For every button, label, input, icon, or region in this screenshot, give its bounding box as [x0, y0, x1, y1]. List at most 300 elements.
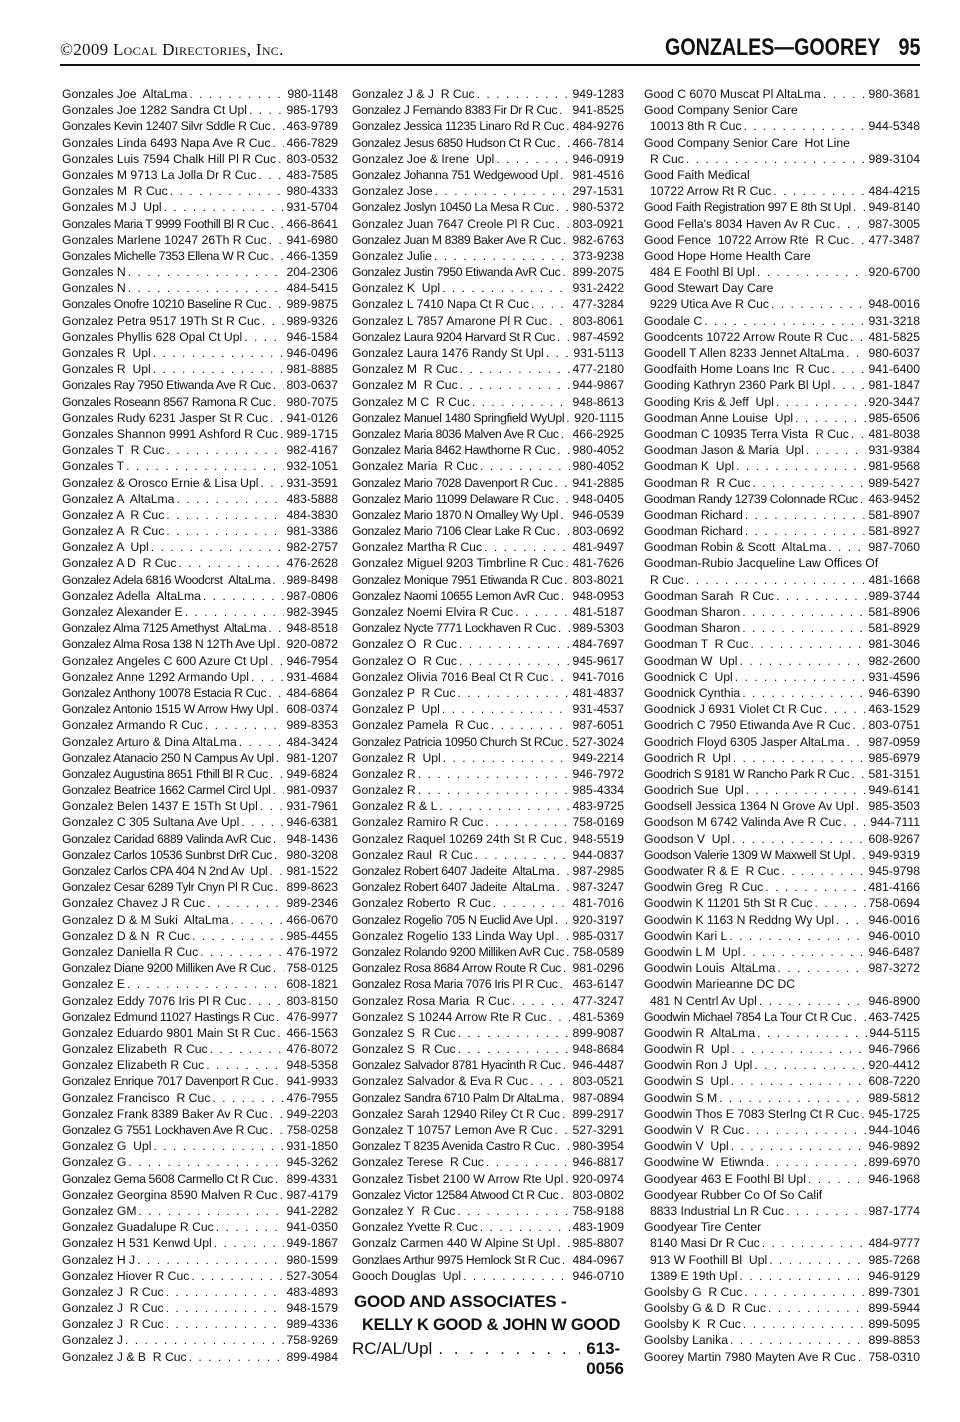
listing-name: Gonzalez Daniella R Cuc	[62, 944, 199, 959]
listing-entry	[352, 653, 624, 669]
listing-name: Gonzalez Beatrice 1662 Carmel Circl Upl	[62, 783, 271, 798]
leader-dots	[457, 1203, 570, 1219]
listing-name: Goodsell Jessica 1364 N Grove Av Upl	[644, 799, 854, 814]
listing-name: Gonzalez T 10757 Lemon Ave R Cuc	[352, 1123, 553, 1137]
listing-phone: 989-5303	[572, 621, 624, 636]
leader-dots	[260, 798, 285, 814]
listing-phone: 608-1821	[286, 977, 338, 992]
listing-name: Goodman C 10935 Terra Vista R Cuc	[644, 426, 849, 441]
listing-name: Gonzalez S 10244 Arrow Rte R Cuc	[352, 1009, 547, 1024]
listing-phone: 982-4167	[286, 443, 338, 458]
listing-entry	[644, 426, 920, 442]
listing-entry	[644, 280, 920, 296]
listing-name: Gonzalez D & N R Cuc	[62, 928, 191, 943]
leader-dots	[823, 86, 867, 102]
listing-name: Gonzalez Augustina 8651 Fthill Bl R Cuc	[62, 766, 268, 781]
listing-phone: 987-2985	[572, 864, 624, 878]
listing-phone: 932-1051	[286, 459, 338, 474]
listing-phone: 484-9276	[572, 119, 624, 134]
leader-dots	[771, 296, 866, 312]
listing-phone: 945-9617	[572, 653, 624, 668]
listing-entry	[352, 620, 624, 636]
leader-dots	[459, 653, 570, 669]
listing-phone: 920-0974	[572, 1171, 624, 1186]
listing-entry	[62, 1284, 338, 1300]
listing-name: Gonzalez M R Cuc	[352, 362, 458, 377]
listing-name: Goodwin Greg R Cuc	[644, 880, 764, 895]
leader-dots	[239, 734, 285, 750]
listing-name: Gonzalez Caridad 6889 Valinda AvR Cuc	[62, 831, 271, 846]
listing-entry	[62, 912, 338, 928]
listing-phone: 466-1359	[286, 248, 338, 263]
leader-dots	[565, 734, 571, 750]
listing-phone: 941-2282	[286, 1203, 338, 1218]
listing-entry	[352, 329, 624, 345]
leader-dots	[745, 507, 867, 523]
listing-phone: 946-7972	[572, 766, 624, 781]
leader-dots	[550, 669, 570, 685]
listing-name: Gonzales Marlene 10247 26Th R Cuc	[62, 232, 267, 247]
listing-entry	[62, 167, 338, 183]
listing-name: Gonzalez Adela 6816 Woodcrst AltaLma	[62, 572, 271, 587]
listing-name: Gonzalz Carmen 440 W Alpine St Upl	[352, 1236, 556, 1251]
leader-dots	[203, 588, 285, 604]
listing-name: Gonzalez Belen 1437 E 15Th St Upl	[62, 799, 258, 814]
listing-name: Gonzalez Monique 7951 Etiwanda R Cuc	[352, 572, 563, 587]
listing-phone: 980-3954	[572, 1139, 624, 1154]
listing-phone: 463-9789	[286, 119, 338, 134]
listing-entry	[352, 798, 624, 814]
listing-name: Gonzales Roseann 8567 Ramona R Cuc	[62, 394, 271, 409]
listing-entry	[62, 1316, 338, 1332]
leader-dots	[730, 1332, 866, 1348]
listing-phone: 920-3197	[572, 912, 624, 927]
listing-phone: 899-4331	[286, 1171, 338, 1186]
listing-phone: 948-5358	[286, 1058, 338, 1073]
listing-name: Gonzalez D & M Suki AltaLma	[62, 912, 229, 927]
listing-name: Gonzalez Raquel 10269 24th St R Cuc	[352, 831, 563, 846]
listing-name: Gonzalez G 7551 Lockhaven Ave R Cuc	[62, 1123, 268, 1137]
listing-entry	[62, 750, 338, 766]
listing-entry	[62, 345, 338, 361]
listing-entry	[644, 1138, 920, 1154]
listing-name: Gonzales T	[62, 459, 125, 474]
leader-dots	[781, 863, 866, 879]
leader-dots	[270, 766, 285, 782]
leader-dots	[731, 1041, 866, 1057]
leader-dots	[861, 1106, 866, 1122]
listing-entry	[62, 539, 338, 555]
leader-dots	[837, 216, 866, 232]
listing-name: Gonzalez Eddy 7076 Iris Pl R Cuc	[62, 993, 247, 1008]
listing-entry	[644, 734, 920, 750]
leader-dots	[561, 1090, 571, 1106]
leader-dots	[558, 620, 571, 636]
listing-phone: 989-3104	[868, 151, 920, 166]
leader-dots	[828, 539, 866, 555]
leader-dots	[262, 313, 285, 329]
leader-dots	[275, 1171, 285, 1187]
listing-entry	[62, 831, 338, 847]
listing-phone: 948-5519	[572, 831, 624, 846]
leader-dots	[249, 102, 285, 118]
listing-entry	[62, 782, 338, 798]
listing-phone: 931-3218	[868, 313, 920, 328]
listing-name: Gonzalez Mario 7028 Davenport R Cuc	[352, 475, 553, 490]
leader-dots	[477, 86, 571, 102]
listing-name: Gonzalez Robert 6407 Jadeite AltaLma	[352, 880, 555, 895]
listing-phone: 463-6147	[572, 977, 624, 992]
listing-name: Gonzalez P Upl	[352, 702, 440, 717]
listing-phone: 481-4166	[868, 880, 920, 895]
listing-name: Goodman Richard	[644, 507, 743, 522]
listing-phone: 483-7585	[286, 167, 338, 182]
listing-entry	[644, 669, 920, 685]
listing-phone: 981-3046	[868, 637, 920, 652]
leader-dots	[742, 604, 866, 620]
listing-entry	[62, 394, 338, 410]
listing-entry	[352, 1009, 624, 1025]
leader-dots	[759, 993, 867, 1009]
listing-phone: 481-8038	[868, 426, 920, 441]
listing-phone: 946-7966	[868, 1042, 920, 1057]
listing-name: Gonzalez Manuel 1480 Springfield WyUpl	[352, 410, 565, 425]
listing-phone: 484-9777	[868, 1236, 920, 1251]
listing-phone: 949-6824	[286, 766, 338, 781]
listing-entry	[644, 475, 920, 491]
leader-dots	[166, 1284, 285, 1300]
listing-entry	[352, 394, 624, 410]
listing-entry	[62, 410, 338, 426]
leader-dots	[270, 1106, 285, 1122]
leader-dots	[565, 1171, 570, 1187]
listing-phone: 946-0919	[572, 151, 624, 166]
listing-entry	[62, 1106, 338, 1122]
listing-name: Goodnick C Upl	[644, 669, 733, 684]
listing-name: Gonzalez Justin 7950 Etiwanda AvR Cuc	[352, 265, 561, 280]
listing-name: Gonzalez J R Cuc	[62, 1301, 164, 1316]
listing-name: Goodell T Allen 8233 Jennet AltaLma	[644, 346, 845, 360]
leader-dots	[752, 475, 866, 491]
listing-entry	[644, 1090, 920, 1106]
listing-phone: 987-4592	[572, 329, 624, 344]
listing-entry	[352, 86, 624, 102]
listing-entry	[352, 313, 624, 329]
listing-name: Gonzales N	[62, 265, 126, 280]
leader-dots	[743, 118, 866, 134]
name-range: GONZALES—GOOREY	[664, 34, 881, 61]
listing-name: Gonzalez Martha R Cuc	[352, 540, 483, 555]
leader-dots	[272, 135, 284, 151]
listing-entry	[352, 912, 624, 928]
listing-entry	[62, 232, 338, 248]
listing-name: Gonzalez Elizabeth R Cuc	[62, 1042, 208, 1057]
listing-phone: 803-0692	[572, 524, 624, 539]
listing-entry	[644, 1316, 920, 1332]
listing-entry	[62, 863, 338, 879]
listing-name: R Cuc	[650, 151, 684, 166]
listing-entry	[644, 102, 920, 118]
listing-entry	[62, 151, 338, 167]
listing-phone: 484-0967	[572, 1252, 624, 1267]
listing-phone: 466-8641	[286, 216, 338, 231]
leader-dots	[515, 604, 570, 620]
listing-entry	[352, 1041, 624, 1057]
listing-entry	[62, 1041, 338, 1057]
leader-dots	[214, 1235, 285, 1251]
listing-phone: 985-6506	[868, 410, 920, 425]
listing-name: Gonzalez Carlos CPA 404 N 2nd Av Upl	[62, 864, 268, 878]
listing-name: Gonzalez Noemi Elvira R Cuc	[352, 605, 514, 619]
listing-phone: 931-4684	[286, 669, 338, 684]
listing-name: Gonzalez Victor 12584 Atwood Ct R Cuc	[352, 1187, 559, 1202]
listing-phone: 931-2422	[572, 281, 624, 296]
leader-dots	[852, 847, 866, 863]
listing-entry	[644, 701, 920, 717]
listing-entry	[352, 410, 624, 426]
listing-phone: 989-3744	[868, 588, 920, 603]
listing-phone: 481-1668	[868, 572, 920, 587]
ad-phone: 613-0056	[586, 1339, 625, 1378]
listing-name: Gonzalez O R Cuc	[352, 637, 457, 652]
listing-sub-entry	[644, 151, 920, 167]
listing-name: Goodwin V Upl	[644, 1139, 729, 1154]
listing-entry	[352, 1187, 624, 1203]
listing-entry	[644, 847, 920, 863]
listing-entry	[62, 442, 338, 458]
listing-entry	[352, 1268, 624, 1284]
listing-phone: 989-9875	[286, 297, 338, 312]
listing-name: Gonzalez A D R Cuc	[62, 556, 177, 571]
ad-location: RC/AL/Upl	[352, 1339, 433, 1358]
listing-name: Gonzalez Sandra 6710 Palm Dr AltaLma	[352, 1090, 559, 1105]
leader-dots	[773, 183, 866, 199]
listing-phone: 981-0937	[286, 783, 338, 798]
listing-entry	[62, 895, 338, 911]
leader-dots	[546, 345, 572, 361]
listing-phone: 483-9725	[572, 799, 624, 814]
listing-name: Goodman T R Cuc	[644, 637, 749, 652]
leader-dots	[442, 280, 570, 296]
leader-dots	[484, 539, 570, 555]
listing-phone: 946-9892	[868, 1139, 920, 1154]
listing-phone: 581-3151	[868, 766, 920, 781]
listing-phone: 987-0894	[572, 1090, 624, 1105]
leader-dots	[278, 151, 284, 167]
listing-phone: 944-5115	[869, 1025, 920, 1040]
leader-dots	[459, 636, 570, 652]
leader-dots	[443, 750, 571, 766]
listing-name: Gonzalez J R Cuc	[62, 1284, 164, 1299]
listing-name: Goodwin Marieanne DC DC	[644, 977, 796, 992]
listing-entry	[62, 555, 338, 571]
listing-entry	[62, 1235, 338, 1251]
listing-entry	[352, 1203, 624, 1219]
listing-entry	[62, 475, 338, 491]
listing-name: Gonzalez Miguel 9203 Timbrline R Cuc	[352, 556, 564, 571]
listing-name: Goodnick J 6931 Violet Ct R Cuc	[644, 702, 822, 717]
listing-entry	[352, 928, 624, 944]
listing-phone: 980-7075	[286, 394, 338, 409]
listing-entry	[352, 1090, 624, 1106]
listing-column-2	[352, 86, 624, 1284]
listing-entry	[644, 232, 920, 248]
leader-dots	[200, 944, 284, 960]
listing-name: Gonzalez Jessica 11235 Linaro Rd R Cuc	[352, 119, 565, 134]
leader-dots	[742, 944, 866, 960]
listing-phone: 985-0317	[572, 928, 624, 943]
leader-dots	[486, 1154, 571, 1170]
listing-name: 8833 Industrial Ln R Cuc	[650, 1203, 785, 1218]
listing-entry	[352, 491, 624, 507]
listing-name: Gonzalez Alma Rosa 138 N 12Th Ave Upl	[62, 637, 276, 652]
listing-phone: 803-0637	[286, 378, 338, 393]
listing-entry	[62, 879, 338, 895]
listing-phone: 949-9319	[868, 847, 920, 862]
listing-phone: 931-7961	[286, 799, 338, 814]
leader-dots	[853, 199, 867, 215]
listing-name: Good C 6070 Muscat Pl AltaLma	[644, 87, 821, 101]
listing-entry	[644, 863, 920, 879]
leader-dots	[439, 798, 570, 814]
listing-sub-entry	[644, 993, 920, 1009]
listing-phone: 946-7954	[286, 653, 338, 668]
leader-dots	[686, 572, 867, 588]
leader-dots	[166, 1300, 285, 1316]
listing-name: Gonzalez Maria 8462 Hawthorne R Cuc	[352, 443, 556, 458]
listing-column-1	[62, 86, 338, 1365]
listing-entry	[644, 717, 920, 733]
listing-entry	[352, 345, 624, 361]
listing-name: Goodwin S Upl	[644, 1074, 729, 1089]
listing-name: Good Hope Home Health Care	[644, 248, 811, 263]
listing-name: Gonzales M 9713 La Jolla Dr R Cuc	[62, 167, 257, 182]
listing-entry	[644, 588, 920, 604]
listing-entry	[352, 847, 624, 863]
listing-phone: 941-8525	[572, 103, 624, 118]
listing-entry	[62, 976, 338, 992]
listing-entry	[352, 458, 624, 474]
listing-phone: 931-4596	[868, 669, 920, 684]
listing-phone: 949-1867	[286, 1236, 338, 1251]
leader-dots	[272, 118, 284, 134]
listing-entry	[352, 264, 624, 280]
leader-dots	[566, 118, 570, 134]
listing-entry	[352, 685, 624, 701]
leader-dots	[268, 685, 284, 701]
listing-name: Gonzalez Mario 1870 N Omalley Wy Upl	[352, 507, 559, 522]
listing-entry	[644, 86, 920, 102]
leader-dots	[563, 232, 571, 248]
listing-phone: 920-1115	[574, 410, 624, 425]
listing-name: Gonzalez J & J R Cuc	[352, 87, 475, 101]
listing-column-3	[644, 86, 920, 1365]
leader-dots	[847, 734, 867, 750]
listing-entry	[352, 167, 624, 183]
listing-name: Gonzalez R	[352, 783, 416, 798]
listing-name: Gonzalez & Orosco Ernie & Lisa Upl	[62, 475, 259, 490]
leader-dots	[704, 313, 866, 329]
listing-name: Good Company Senior Care Hot Line	[644, 135, 850, 150]
listing-name: Gonzalez Joe & Irene Upl	[352, 151, 495, 166]
listing-entry	[62, 572, 338, 588]
leader-dots	[269, 232, 285, 248]
listing-entry	[644, 750, 920, 766]
leader-dots	[743, 1316, 867, 1332]
listing-entry	[352, 1219, 624, 1235]
listing-name: Good Company Senior Care	[644, 103, 798, 118]
listing-name: Goodrich R Upl	[644, 750, 731, 765]
listing-name: Gonzalez Johanna 751 Wedgewood Upl	[352, 167, 559, 182]
listing-name: Goodrich C 7950 Etiwanda Ave R Cuc	[644, 718, 851, 733]
leader-dots	[562, 264, 570, 280]
leader-dots	[557, 879, 571, 895]
listing-entry	[352, 717, 624, 733]
leader-dots	[151, 539, 285, 555]
listing-name: 481 N Centrl Av Upl	[650, 993, 757, 1008]
listing-phone: 803-8061	[572, 313, 624, 328]
listing-name: Goodman Sharon	[644, 621, 741, 636]
listing-phone: 944-5348	[868, 119, 920, 134]
listing-phone: 463-9452	[868, 491, 920, 506]
leader-dots	[485, 814, 570, 830]
listing-phone: 920-3447	[868, 394, 920, 409]
listing-phone: 944-9867	[572, 378, 624, 393]
listing-entry	[352, 782, 624, 798]
leader-dots	[549, 313, 570, 329]
listing-name: Goolsby Lanika	[644, 1333, 729, 1348]
leader-dots	[442, 701, 571, 717]
listing-phone: 987-7060	[868, 540, 920, 555]
listing-entry	[62, 102, 338, 118]
listing-phone: 987-3272	[868, 961, 920, 976]
leader-dots	[851, 232, 866, 248]
listing-name: Good Stewart Day Care	[644, 281, 774, 296]
listing-phone: 481-4837	[572, 685, 624, 700]
listing-name: Gonzales M J Upl	[62, 200, 162, 215]
listing-name: Gonzalez T 8235 Avenida Castro R Cuc	[352, 1139, 555, 1154]
listing-phone: 758-0169	[572, 815, 624, 830]
listing-phone: 982-2757	[286, 540, 338, 555]
listing-phone: 989-2346	[286, 896, 338, 911]
listing-phone: 980-4052	[572, 443, 624, 458]
listing-phone: 483-1909	[572, 1220, 624, 1235]
listing-entry	[352, 636, 624, 652]
leader-dots	[560, 1187, 570, 1203]
listing-sub-entry	[644, 1268, 920, 1284]
listing-name: Gonzales R Upl	[62, 362, 151, 377]
listing-entry	[62, 1332, 338, 1348]
listing-phone: 899-6970	[868, 1155, 920, 1170]
leader-dots	[744, 1284, 866, 1300]
listing-name: Gonzalez Rosa Maria 7076 Iris Pl R Cuc	[352, 977, 558, 992]
listing-entry	[62, 1300, 338, 1316]
listing-entry	[62, 798, 338, 814]
listing-name: Gonzalez Y R Cuc	[352, 1203, 456, 1218]
listing-phone: 946-0016	[868, 912, 920, 927]
listing-phone: 949-2203	[286, 1106, 338, 1121]
page-number: 95	[898, 34, 920, 61]
listing-entry	[62, 734, 338, 750]
listing-name: Gonzalez Francisco R Cuc	[62, 1090, 211, 1105]
listing-entry	[62, 1025, 338, 1041]
leader-dots	[244, 329, 284, 345]
listing-name: Goodman Richard	[644, 524, 743, 539]
listing-name: Gonzalez R Upl	[352, 750, 441, 765]
leader-dots	[191, 1268, 284, 1284]
listing-entry	[352, 960, 624, 976]
listing-phone: 989-8353	[286, 718, 338, 733]
